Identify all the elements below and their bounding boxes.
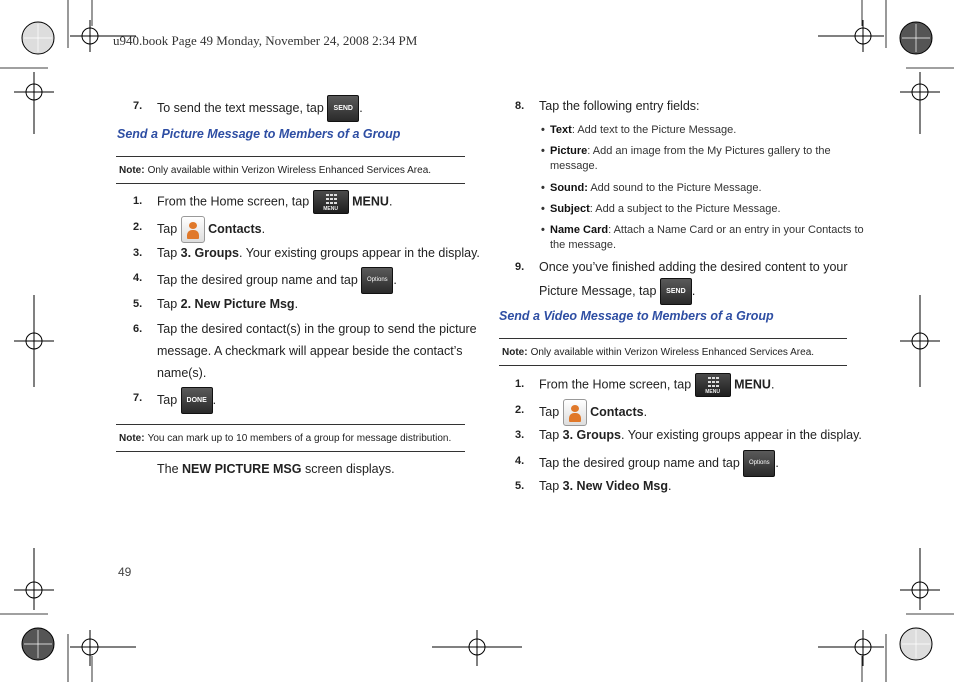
- page-number: 49: [118, 565, 132, 579]
- book-header: u940.book Page 49 Monday, November 24, 2008 2:34 PM: [113, 33, 418, 48]
- bullet-subject: • Subject: Add a subject to the Picture Message.: [541, 203, 781, 215]
- section-title-video: Send a Video Message to Members of a Group: [499, 309, 774, 323]
- bullet-sound: • Sound: Add sound to the Picture Message.: [541, 182, 762, 194]
- menu-button[interactable]: MENU: [695, 373, 731, 397]
- options-button[interactable]: Options: [743, 450, 775, 477]
- menu-button[interactable]: MENU: [313, 190, 349, 214]
- done-button[interactable]: DONE: [181, 387, 213, 414]
- note-enhanced-services: Note: Only available within Verizon Wireless Enhanced Services Area.: [499, 338, 847, 366]
- bullet-picture: • Picture: Add an image from the My Pictures gallery to the message.: [541, 145, 831, 172]
- contacts-icon[interactable]: [563, 399, 587, 426]
- bullet-name-card: • Name Card: Attach a Name Card or an entry in your Contacts to the message.: [541, 224, 864, 251]
- send-button[interactable]: SEND: [327, 95, 359, 122]
- options-button[interactable]: Options: [361, 267, 393, 294]
- bullet-text: • Text: Add text to the Picture Message.: [541, 124, 737, 136]
- grid-icon: [708, 377, 720, 388]
- contacts-icon[interactable]: [181, 216, 205, 243]
- note-enhanced-services: Note: Only available within Verizon Wireless Enhanced Services Area.: [116, 156, 465, 184]
- screen-displays-text: The NEW PICTURE MSG screen displays.: [157, 462, 395, 476]
- grid-icon: [326, 194, 338, 205]
- section-title-picture: Send a Picture Message to Members of a Group: [117, 127, 401, 141]
- note-member-limit: Note: You can mark up to 10 members of a group for message distribution.: [116, 424, 465, 452]
- send-button[interactable]: SEND: [660, 278, 692, 305]
